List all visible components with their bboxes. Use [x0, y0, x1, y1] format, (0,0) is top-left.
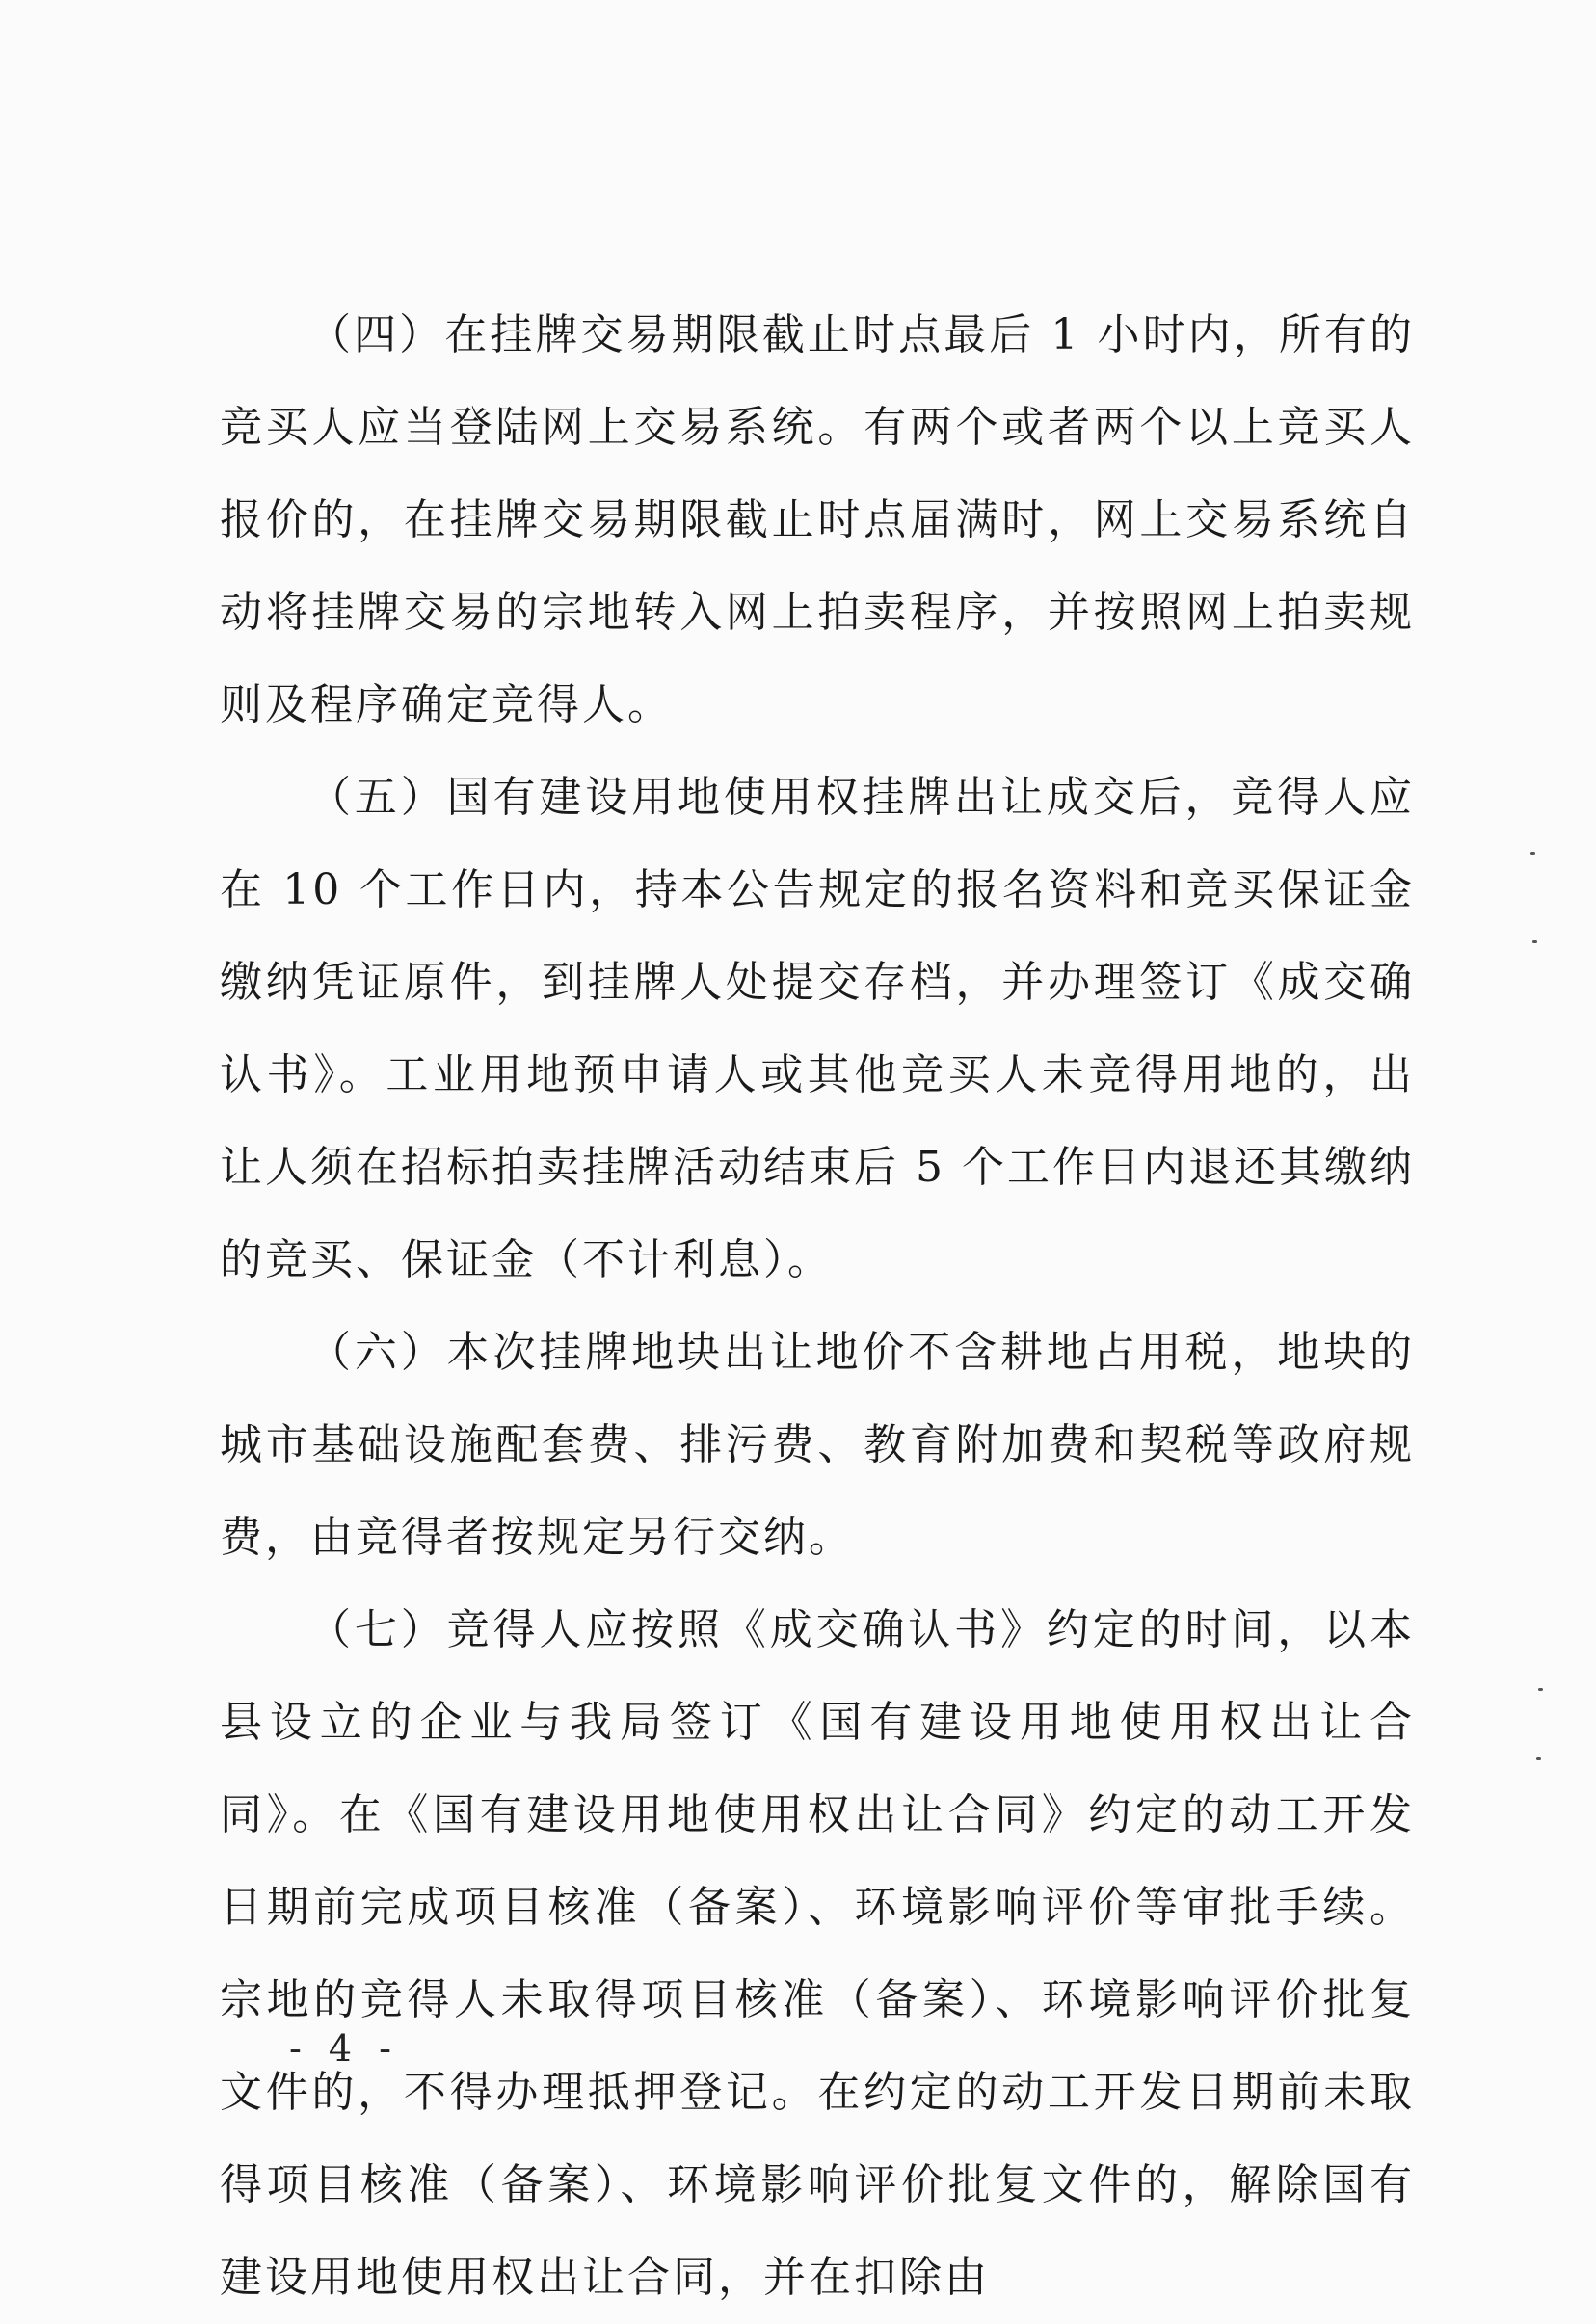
paragraph-4: （四）在挂牌交易期限截止时点最后 1 小时内，所有的竞买人应当登陆网上交易系统。有两个或者两个以上竞买人报价的，在挂牌交易期限截止时点届满时，网上交易系统自动将挂牌交易的宗地转入网上拍卖程序，并按照网上拍卖规则及程序确定竞得人。 [220, 310, 1415, 729]
paragraph-6: （六）本次挂牌地块出让地价不含耕地占用税，地块的城市基础设施配套费、排污费、教育附加费和契税等政府规费，由竞得者按规定另行交纳。 [220, 1328, 1415, 1562]
body-text [220, 289, 1415, 2324]
scan-speck [1530, 852, 1535, 855]
scan-speck [1538, 1688, 1543, 1691]
scan-speck [1532, 940, 1537, 943]
page-number: - 4 - [289, 2027, 400, 2070]
paragraph-7: （七）竞得人应按照《成交确认书》约定的时间，以本县设立的企业与我局签订《国有建设用地使用权出让合同》。在《国有建设用地使用权出让合同》约定的动工开发日期前完成项目核准（备案）、环境影响评价等审批手续。宗地的竞得人未取得项目核准（备案）、环境影响评价批复文件的，不得办理抵押登记。在约定的动工开发日期前未取得项目核准（备案）、环境影响评价批复文件的，解除国有建设用地使用权出让合同，并在扣除由 [220, 1605, 1415, 2302]
scan-speck [1536, 1757, 1541, 1760]
paragraph-5: （五）国有建设用地使用权挂牌出让成交后，竞得人应在 10 个工作日内，持本公告规定的报名资料和竞买保证金缴纳凭证原件，到挂牌人处提交存档，并办理签订《成交确认书》。工业用地预申请人或其他竞买人未竞得用地的，出让人须在招标拍卖挂牌活动结束后 5 个工作日内退还其缴纳的竞买、保证金（不计利息）。 [220, 773, 1415, 1284]
